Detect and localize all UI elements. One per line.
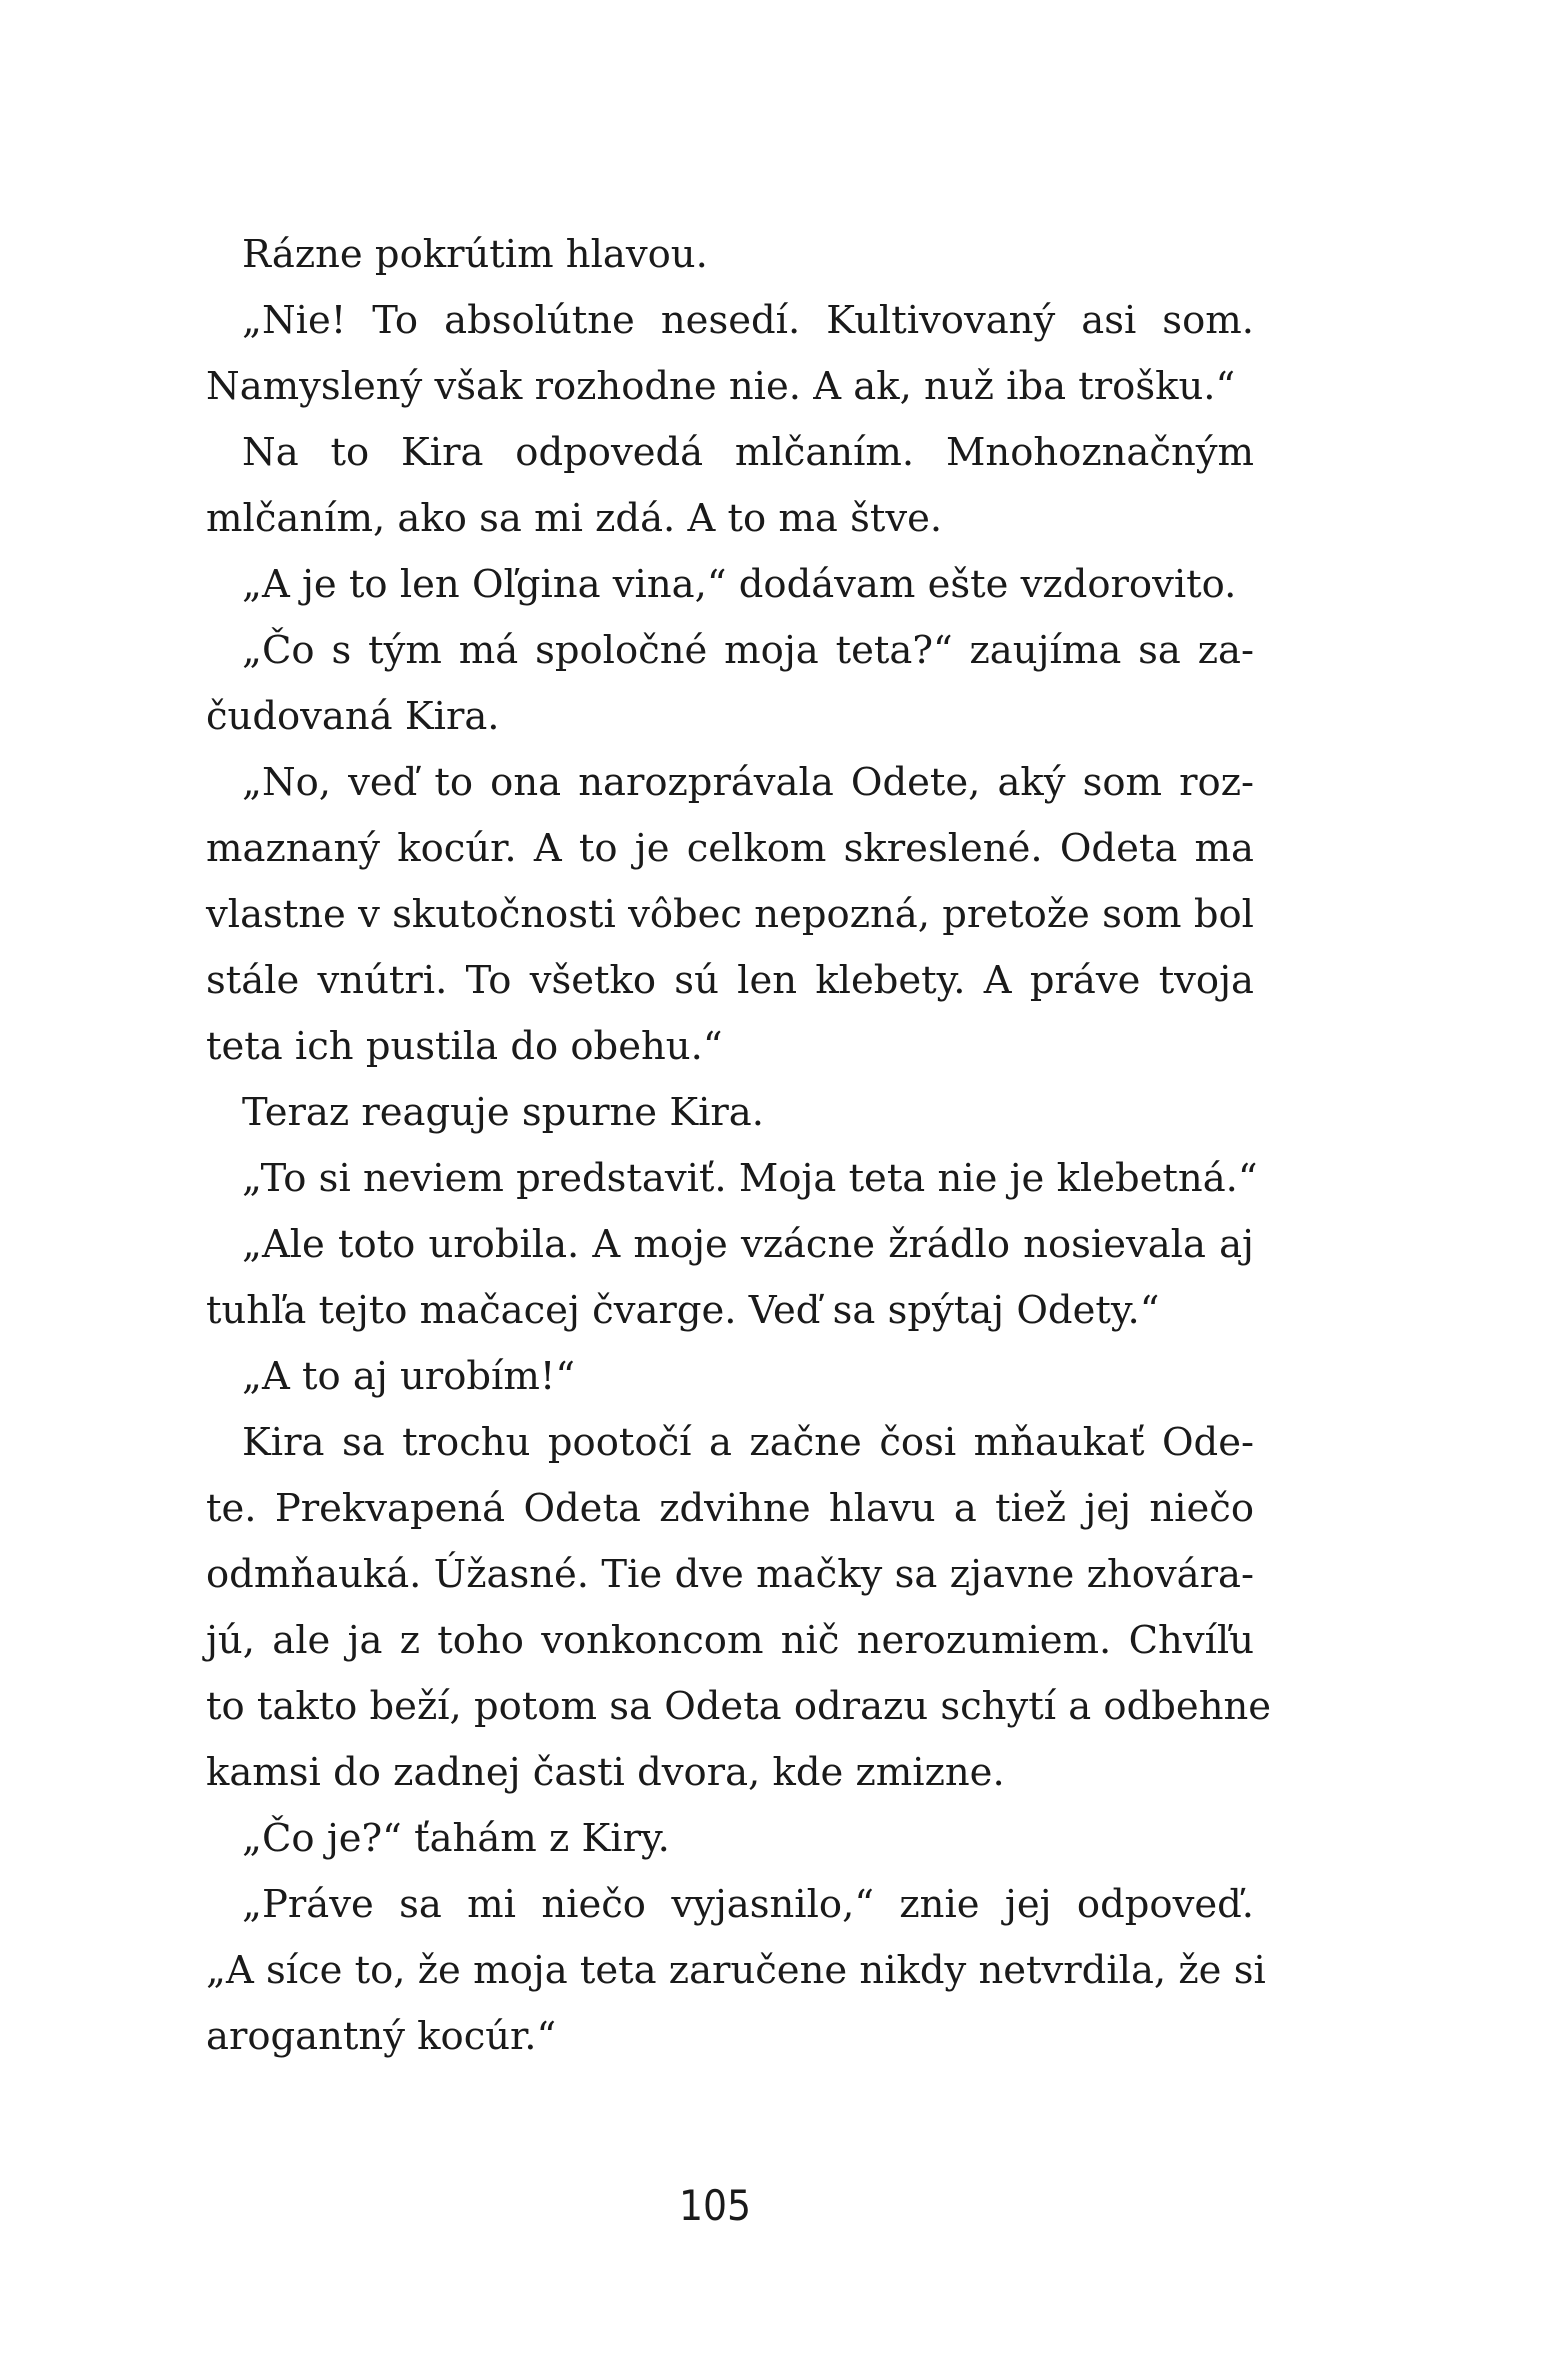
text-line: arogantný kocúr.“ [206, 2014, 557, 2059]
body-text [206, 222, 1272, 2070]
text-line: Namyslený však rozhodne nie. A ak, nuž iba trošku.“ [206, 364, 1236, 409]
text-line: stále vnútri. To všetko sú len klebety. A práve tvoja [206, 958, 1254, 1003]
text-line: „Čo je?“ ťahám z Kiry. [242, 1816, 670, 1861]
text-line: Na to Kira odpovedá mlčaním. Mnohoznačným [242, 430, 1254, 475]
text-line: Kira sa trochu pootočí a začne čosi mňaukať Ode- [242, 1420, 1254, 1465]
text-line: „To si neviem predstaviť. Moja teta nie je klebetná.“ [242, 1156, 1258, 1201]
text-line: „No, veď to ona narozprávala Odete, aký som roz- [242, 760, 1254, 805]
text-line: mlčaním, ako sa mi zdá. A to ma štve. [206, 496, 943, 541]
text-line: te. Prekvapená Odeta zdvihne hlavu a tiež jej niečo [206, 1486, 1254, 1531]
text-line: odmňauká. Úžasné. Tie dve mačky sa zjavne zhovára- [206, 1552, 1254, 1597]
text-line: „A to aj urobím!“ [242, 1354, 576, 1399]
text-line: „Nie! To absolútne nesedí. Kultivovaný asi som. [242, 298, 1254, 343]
text-line: teta ich pustila do obehu.“ [206, 1024, 723, 1069]
text-line: jú, ale ja z toho vonkoncom nič nerozumiem. Chvíľu [206, 1618, 1254, 1663]
text-line: „Práve sa mi niečo vyjasnilo,“ znie jej odpoveď. [242, 1882, 1254, 1927]
text-line: čudovaná Kira. [206, 694, 500, 739]
text-line: „A je to len Oľgina vina,“ dodávam ešte vzdorovito. [242, 562, 1237, 607]
text-line: to takto beží, potom sa Odeta odrazu schytí a odbehne [206, 1684, 1272, 1729]
text-line: kamsi do zadnej časti dvora, kde zmizne. [206, 1750, 1005, 1795]
text-line: maznaný kocúr. A to je celkom skreslené. Odeta ma [206, 826, 1254, 871]
page-number: 105 [678, 2181, 752, 2230]
text-line: Teraz reaguje spurne Kira. [242, 1090, 764, 1135]
text-line: vlastne v skutočnosti vôbec nepozná, pretože som bol [206, 892, 1254, 937]
text-line: „Ale toto urobila. A moje vzácne žrádlo nosievala aj [242, 1222, 1254, 1267]
text-line: „Čo s tým má spoločné moja teta?“ zaujíma sa za- [242, 628, 1254, 673]
text-line: Rázne pokrútim hlavou. [242, 232, 708, 277]
text-line: „A síce to, že moja teta zaručene nikdy netvrdila, že si [206, 1948, 1266, 1993]
text-line: tuhľa tejto mačacej čvarge. Veď sa spýtaj Odety.“ [206, 1288, 1160, 1333]
